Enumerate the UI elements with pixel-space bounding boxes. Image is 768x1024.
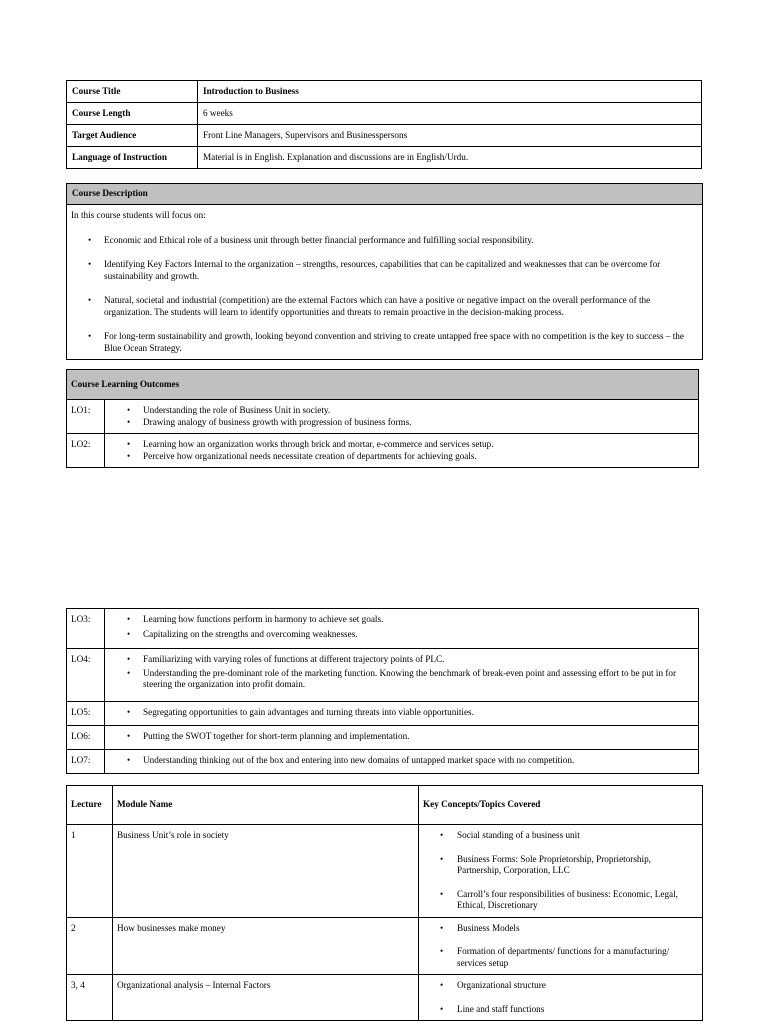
outcome-id: LO6: bbox=[67, 726, 105, 750]
table-row bbox=[67, 434, 699, 468]
course-info-label: Target Audience bbox=[67, 125, 198, 147]
table-row bbox=[67, 975, 703, 1021]
table-row bbox=[67, 702, 699, 726]
course-info-row bbox=[67, 147, 702, 169]
lecture-column-header: Lecture bbox=[67, 786, 113, 825]
course-info-value: Introduction to Business bbox=[198, 81, 702, 103]
course-info-row bbox=[67, 125, 702, 147]
course-info-value: Material is in English. Explanation and discussions are in English/Urdu. bbox=[198, 147, 702, 169]
table-row bbox=[67, 649, 699, 702]
lecture-number: 2 bbox=[67, 917, 113, 975]
list-item: • Familiarizing with varying roles of functions at different trajectory points of PLC. bbox=[143, 654, 693, 666]
list-item: • Understanding the role of Business Unit in society. bbox=[143, 405, 693, 417]
course-description-list bbox=[71, 235, 697, 355]
list-item: • Organizational structure bbox=[457, 980, 694, 992]
course-info-row bbox=[67, 81, 702, 103]
table-row bbox=[67, 400, 699, 434]
topics-column-header: Key Concepts/Topics Covered bbox=[419, 786, 703, 825]
module-column-header: Module Name bbox=[113, 786, 419, 825]
list-item: • For long-term sustainability and growth, looking beyond convention and striving to create untapped free space with no competition is the key to success – the Blue Ocean Strategy. bbox=[104, 331, 697, 354]
list-item: • Economic and Ethical role of a business unit through better financial performance and fulfilling social responsibility. bbox=[104, 235, 697, 247]
outcome-id: LO4: bbox=[67, 649, 105, 702]
outcome-id: LO1: bbox=[67, 400, 105, 434]
list-item: • Perceive how organizational needs necessitate creation of departments for achieving goals. bbox=[143, 451, 693, 463]
learning-outcomes-table bbox=[66, 369, 699, 468]
table-row bbox=[67, 917, 703, 975]
course-info-label: Language of Instruction bbox=[67, 147, 198, 169]
learning-outcomes-continued-table bbox=[66, 608, 699, 774]
list-item: • Learning how functions perform in harmony to achieve set goals. bbox=[143, 614, 693, 626]
list-item: • Line and staff functions bbox=[457, 1004, 694, 1016]
list-item: • Business Models bbox=[457, 923, 694, 935]
module-name: Organizational analysis – Internal Factors bbox=[113, 975, 419, 1021]
module-name: How businesses make money bbox=[113, 917, 419, 975]
list-item: • Identifying Key Factors Internal to the organization – strengths, resources, capabilities that can be capitalized and weaknesses that can be overcome for sustainability and growth. bbox=[104, 259, 697, 282]
list-item: • Business Forms: Sole Proprietorship, Proprietorship, Partnership, Corporation, LLC bbox=[457, 854, 694, 877]
course-description-body bbox=[67, 205, 703, 360]
list-item: • Carroll’s four responsibilities of business: Economic, Legal, Ethical, Discretionary bbox=[457, 889, 694, 912]
list-item: • Segregating opportunities to gain advantages and turning threats into viable opportunities. bbox=[143, 707, 693, 719]
table-row bbox=[67, 750, 699, 774]
outcome-id: LO2: bbox=[67, 434, 105, 468]
outcome-id: LO3: bbox=[67, 609, 105, 649]
course-description-heading: Course Description bbox=[67, 184, 703, 205]
lecture-number: 1 bbox=[67, 825, 113, 918]
course-info-value: Front Line Managers, Supervisors and Businesspersons bbox=[198, 125, 702, 147]
learning-outcomes-heading: Course Learning Outcomes bbox=[67, 370, 699, 400]
table-row bbox=[67, 825, 703, 918]
course-description-table bbox=[66, 183, 703, 360]
lectures-table bbox=[66, 785, 703, 1021]
course-description-intro: In this course students will focus on: bbox=[71, 210, 206, 220]
lecture-number: 3, 4 bbox=[67, 975, 113, 1021]
module-name: Business Unit’s role in society bbox=[113, 825, 419, 918]
list-item: • Understanding thinking out of the box and entering into new domains of untapped market space with no competition. bbox=[143, 755, 693, 767]
table-row bbox=[67, 726, 699, 750]
course-info-value: 6 weeks bbox=[198, 103, 702, 125]
list-item: • Capitalizing on the strengths and overcoming weaknesses. bbox=[143, 629, 693, 641]
outcome-id: LO7: bbox=[67, 750, 105, 774]
table-row bbox=[67, 609, 699, 649]
list-item: • Social standing of a business unit bbox=[457, 830, 694, 842]
course-info-label: Course Title bbox=[67, 81, 198, 103]
list-item: • Drawing analogy of business growth with progression of business forms. bbox=[143, 417, 693, 429]
course-info-label: Course Length bbox=[67, 103, 198, 125]
list-item: • Understanding the pre-dominant role of the marketing function. Knowing the benchmark of break-even point and assessing effort to be put in for steering the organization into profit domain. bbox=[143, 668, 693, 691]
course-info-row bbox=[67, 103, 702, 125]
list-item: • Learning how an organization works through brick and mortar, e-commerce and services setup. bbox=[143, 439, 693, 451]
outcome-id: LO5: bbox=[67, 702, 105, 726]
list-item: • Putting the SWOT together for short-term planning and implementation. bbox=[143, 731, 693, 743]
course-info-table bbox=[66, 80, 702, 169]
list-item: • Formation of departments/ functions for a manufacturing/ services setup bbox=[457, 946, 694, 969]
list-item: • Natural, societal and industrial (competition) are the external Factors which can have a positive or negative impact on the overall performance of the organization. The students will learn to identify opportunities and threats to remain proactive in the decision-making process. bbox=[104, 295, 697, 318]
